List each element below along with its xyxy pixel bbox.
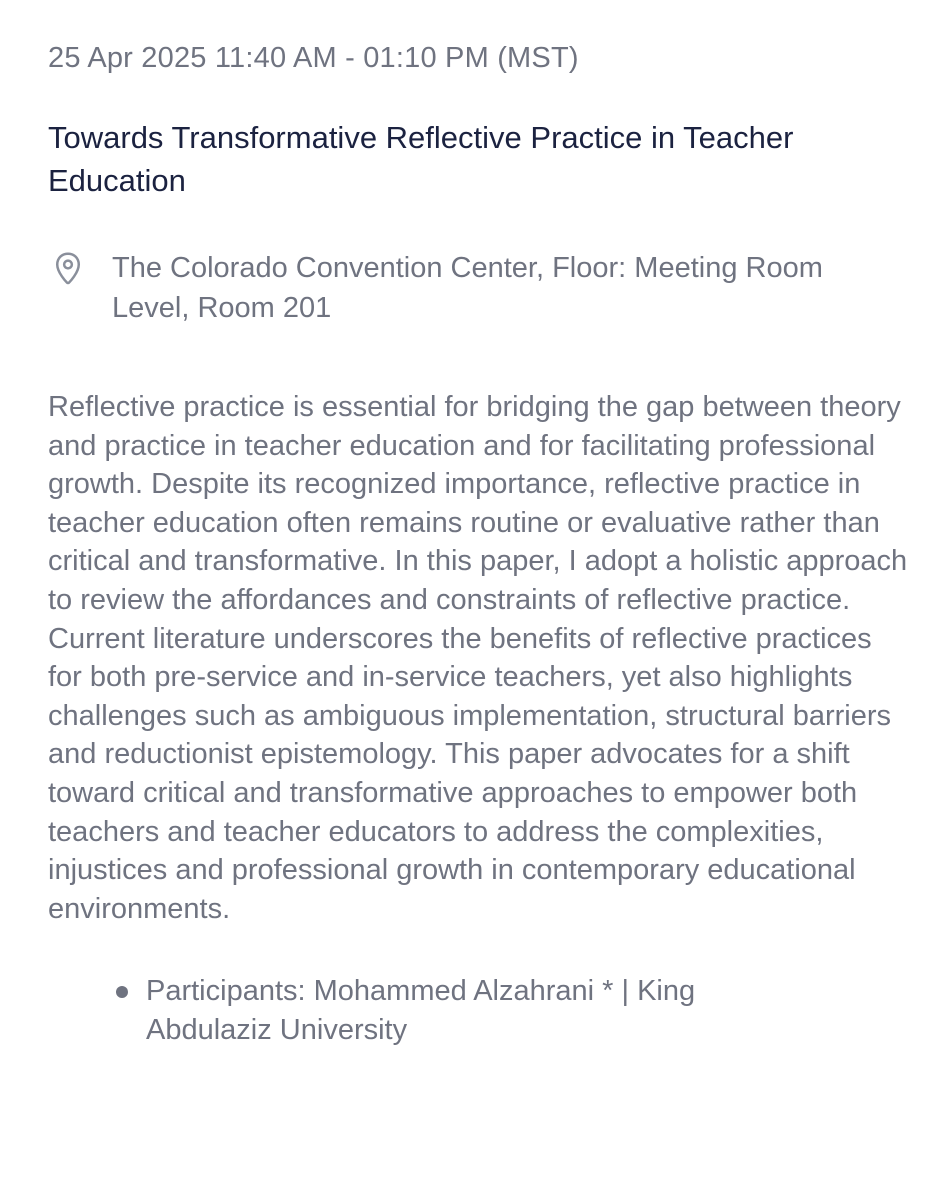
location-text: The Colorado Convention Center, Floor: Meeting Room Level, Room 201 <box>112 252 823 324</box>
session-abstract: Reflective practice is essential for bridging the gap between theory and practice in teacher education and for facilitating professional growth. Despite its recognized importance, reflective practice in teacher education often remains routine or evaluative rather than critical and transformative. In this paper, I adopt a holistic approach to review the affordances and constraints of reflective practice. Current literature underscores the benefits of reflective practices for both pre-service and in-service teachers, yet also highlights challenges such as ambiguous implementation, structural barriers and reductionist epistemology. This paper advocates for a shift toward critical and transformative approaches to empower both teachers and teacher educators to address the complexities, injustices and professional growth in contemporary educational environments. <box>48 391 908 925</box>
bullet-icon <box>116 986 128 998</box>
session-title: Towards Transformative Reflective Practice in Teacher Education <box>48 120 794 198</box>
participants-list <box>48 972 907 1049</box>
participant-text: Participants: Mohammed Alzahrani * | King Abdulaziz University <box>146 975 696 1046</box>
map-pin-icon <box>54 252 82 286</box>
session-location[interactable] <box>48 248 907 328</box>
list-item <box>114 972 826 1049</box>
session-datetime: 25 Apr 2025 11:40 AM - 01:10 PM (MST) <box>48 42 579 74</box>
